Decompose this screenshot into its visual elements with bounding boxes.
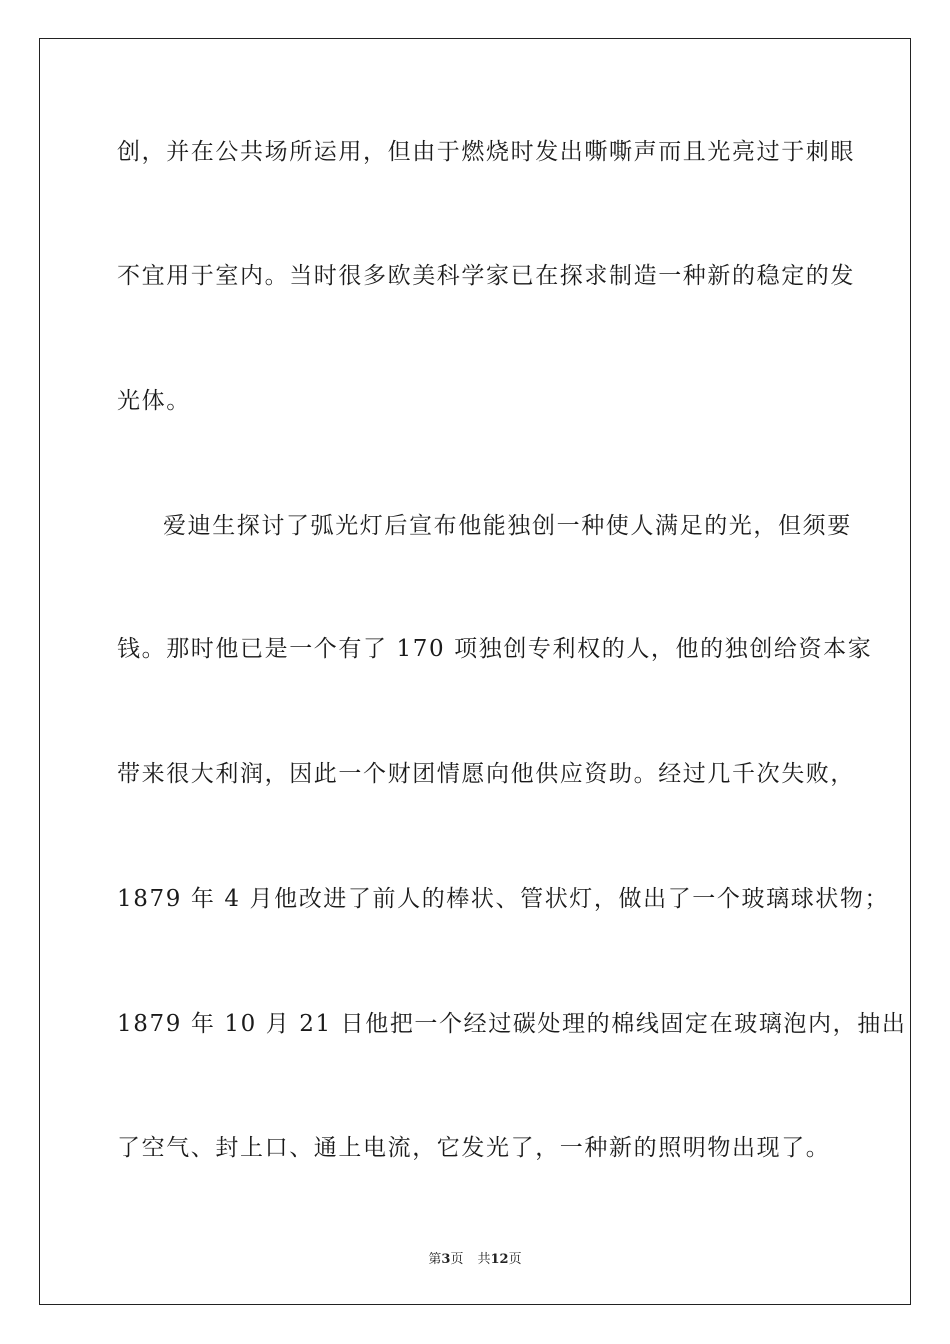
- text-line-8: 1879 年 10 月 21 日他把一个经过碳处理的棉线固定在玻璃泡内，抽出: [117, 1011, 907, 1037]
- footer-total-pages: 12: [490, 1252, 509, 1267]
- footer-total-prefix: 共: [477, 1252, 491, 1267]
- text-line-3: 光体。: [117, 388, 191, 414]
- text-line-1: 创，并在公共场所运用，但由于燃烧时发出嘶嘶声而且光亮过于刺眼: [117, 139, 855, 165]
- page-footer: [0, 1248, 950, 1267]
- text-line-2: 不宜用于室内。当时很多欧美科学家已在探求制造一种新的稳定的发: [117, 263, 855, 289]
- text-line-5: 钱。那时他已是一个有了 170 项独创专利权的人，他的独创给资本家: [117, 636, 873, 662]
- page-border: [39, 38, 911, 1305]
- text-line-9: 了空气、封上口、通上电流，它发光了，一种新的照明物出现了。: [117, 1135, 831, 1161]
- text-line-6: 带来很大利润，因此一个财团情愿向他供应资助。经过几千次失败，: [117, 761, 855, 787]
- text-line-4: 爱迪生探讨了弧光灯后宣布他能独创一种使人满足的光，但须要: [163, 513, 852, 539]
- footer-page-prefix: 第: [428, 1252, 442, 1267]
- footer-page-number: 3: [441, 1252, 451, 1267]
- text-line-7: 1879 年 4 月他改进了前人的棒状、管状灯，做出了一个玻璃球状物；: [117, 886, 890, 912]
- footer-total-suffix: 页: [508, 1252, 522, 1267]
- footer-page-suffix: 页: [450, 1252, 464, 1267]
